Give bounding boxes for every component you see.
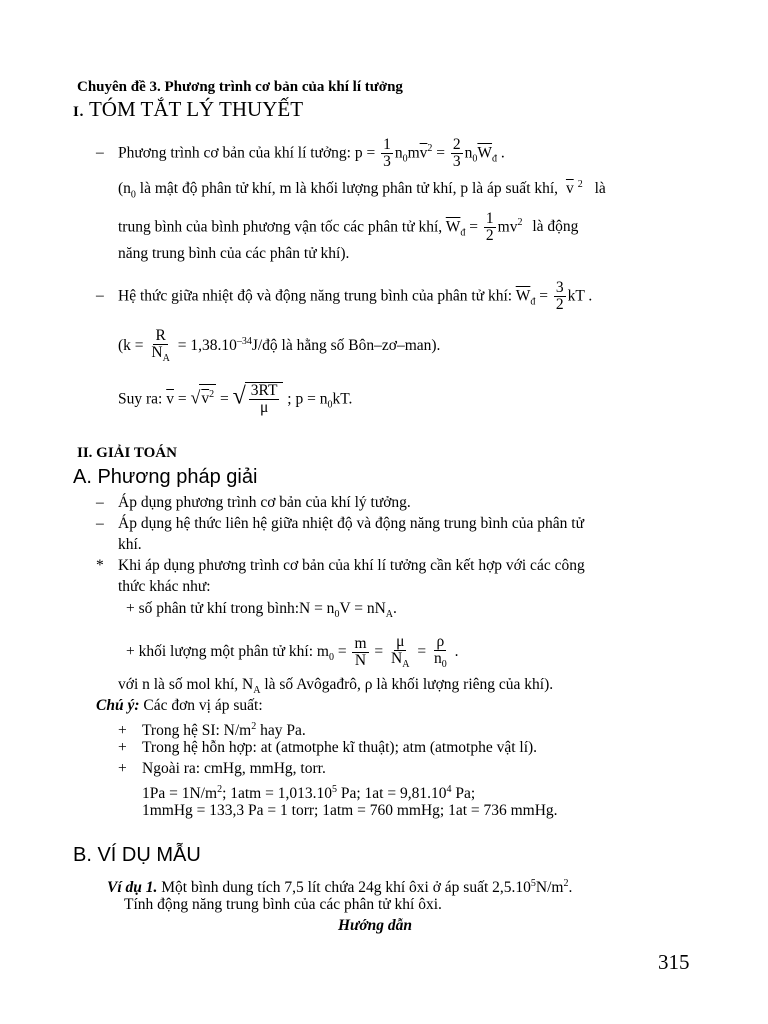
section-1-title: . TÓM TẮT LÝ THUYẾT [78,97,304,121]
fraction-1-3: $\frac{1}{3}$ [383,136,391,171]
theory-eq1: – Phương trình cơ bản của khí lí tưởng: p = $\frac{1}{3}$ $n_0m\overline{v}^2$ = $\frac{2}{3}$ $n_0\overline{W}_đ$ . [96,136,505,171]
method-3b: thức khác như: [118,578,211,595]
section-a-title: A. Phương pháp giải [73,466,258,488]
unit-other: + Ngoài ra: cmHg, mmHg, torr. [118,760,326,777]
theory-eq2: – Hệ thức giữa nhiệt độ và động năng trung bình của phân tử khí: $\overline{W}_đ$ = $\frac{3}{2}$ kT . [96,279,593,314]
conversion-1: $1Pa = 1N/m^2$; $1atm = 1,013.10^5$ Pa; $1at = 9,81.10^4$ Pa; [142,784,476,803]
page-number: 315 [658,950,690,974]
suy-ra: Suy ra: $\overline{v} = √v^2$ = √ $\frac{3RT}{\mu}$ ; $p = n_0kT$. [118,382,353,417]
guide-heading: Hướng dẫn [338,917,413,934]
method-1: – Áp dụng phương trình cơ bản của khí lý tưởng. [96,494,411,511]
section-2-title: II. GIẢI TOÁN [77,445,177,461]
section-1-heading [73,99,303,122]
fraction-2-3: $\frac{2}{3}$ [452,136,461,171]
method-2b: khí. [118,536,142,553]
section-b-title: B. VÍ DỤ MẪU [73,844,201,866]
example-1-question: Tính động năng trung bình của các phân tử khí ôxi. [124,896,442,913]
unit-mixed: + Trong hệ hỗn hợp: at (atmotphe kĩ thuật); atm (atmotphe vật lí). [118,739,538,756]
formula-m0: + khối lượng một phân tử khí: $m_0$ = $\frac{m}{N}$ = $\frac{\mu}{N_A}$ = $\frac{\rho}{n_0}$ . [126,633,459,671]
unit-si: + Trong hệ SI: $N/m^2$ hay Pa. [118,721,306,740]
conversion-2: 1mmHg = 133,3 Pa = 1 torr; 1atm = 760 mmHg; 1at = 736 mmHg. [142,802,558,819]
method-2a: – Áp dụng hệ thức liên hệ giữa nhiệt độ và động năng trung bình của phân tử [96,515,584,532]
note-units: Chú ý: Các đơn vị áp suất: [96,697,263,714]
example-1-text: Ví dụ 1. Một bình dung tích 7,5 lít chứa 24g khí ôxi ở áp suất $2,5.10^5N/m^2$. [107,878,573,897]
with-n-note: với n là số mol khí, $N_A$ là số Avôgađrô, ρ là khối lượng riêng của khí). [118,676,554,697]
boltzmann-constant: (k = $\frac{R}{N_A}$ = $1,38.10^{-34}J/độ$ là hằng số Bôn–zơ–man). [118,327,441,365]
method-3a: * Khi áp dụng phương trình cơ bản của khí lí tưởng cần kết hợp với các công [96,557,585,574]
theory-note-3: năng trung bình của các phân tử khí). [118,245,350,262]
section-1-number: I [73,104,79,120]
chapter-title: Chuyên đề 3. Phương trình cơ bản của khí lí tưởng [77,79,403,95]
theory-note-1: ($n_0$ là mật độ phân tử khí, m là khối lượng phân tử khí, p là áp suất khí, $\overline{v}$ $^2$ là [118,179,606,201]
theory-note-2: trung bình của bình phương vận tốc các phân tử khí, $\overline{W}_đ$ = $\frac{1}{2}$ $mv^2$ là động [118,210,579,245]
formula-N: + số phân tử khí trong bình:N = $n_0V = nN_A$. [126,600,397,621]
